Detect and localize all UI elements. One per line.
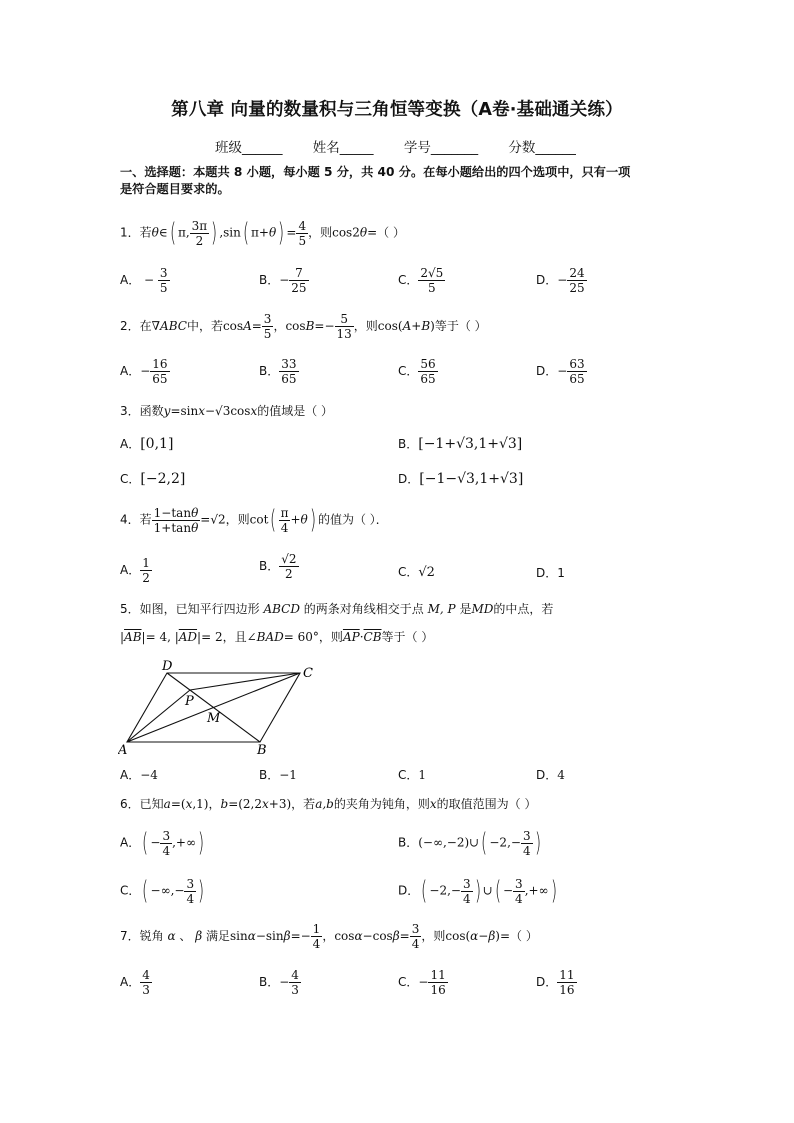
label-p: P xyxy=(185,694,194,709)
q7-option-c[interactable]: C．− $\frac{11}{16}$ xyxy=(398,968,446,997)
q1-option-d[interactable]: D．− $\frac{24}{25}$ xyxy=(536,266,585,295)
section-line-1: 一、选择题：本题共 8 小题，每小题 5 分，共 40 分。在每小题给出的四个选项中，只有一项 xyxy=(120,165,631,179)
label-m: M xyxy=(207,711,221,726)
q2-option-b[interactable]: B． $\frac{33}{65}$ xyxy=(259,357,297,386)
segment-pc xyxy=(190,673,300,690)
question-2: 2．在∇ABC中，若cosA= $\frac{3}{5}$ ，cosB=− $\frac{5}{13}$ ，则cos(A+B)等于（ ） xyxy=(120,312,487,341)
q6-option-a[interactable]: A．( − $\frac{3}{4}$ ,+∞) xyxy=(120,828,205,858)
q4-option-d[interactable]: D．1 xyxy=(536,566,565,580)
label-b: B xyxy=(257,743,267,758)
question-7: 7．锐角 α 、 β 满足sinα−sinβ=− $\frac{1}{4}$ ，cosα−cosβ= $\frac{3}{4}$ ，则cos(α−β)=（ ） xyxy=(120,922,538,951)
q5-option-b[interactable]: B．−1 xyxy=(259,768,297,782)
q2-option-d[interactable]: D．− $\frac{63}{65}$ xyxy=(536,357,585,386)
q3-option-b[interactable]: B．[−1+√3,1+√3] xyxy=(398,436,523,452)
id-field: 学号_______ xyxy=(403,140,479,156)
segment-ap xyxy=(127,690,190,742)
q7-option-d[interactable]: D． $\frac{11}{16}$ xyxy=(536,968,575,997)
q5-option-c[interactable]: C．1 xyxy=(398,768,427,782)
q4-option-a[interactable]: A． $\frac{1}{2}$ xyxy=(120,556,150,585)
question-3: 3．函数y=sinx−√3cosx的值域是（ ） xyxy=(120,404,334,418)
class-field: 班级______ xyxy=(215,140,283,156)
q2-option-a[interactable]: A．− $\frac{16}{65}$ xyxy=(120,357,168,386)
parallelogram-figure xyxy=(118,656,318,758)
page-title: 第八章 向量的数量积与三角恒等变换（A卷·基础通关练） xyxy=(171,100,623,120)
student-info xyxy=(215,136,602,156)
diagonal-bd xyxy=(167,673,260,742)
section-line-2: 是符合题目要求的。 xyxy=(120,182,230,196)
q3-option-d[interactable]: D．[−1−√3,1+√3] xyxy=(398,471,524,487)
q6-option-c[interactable]: C．( −∞,− $\frac{3}{4}$ ) xyxy=(120,876,205,906)
q4-option-c[interactable]: C．√2 xyxy=(398,565,435,580)
q3-option-a[interactable]: A．[0,1] xyxy=(120,436,174,452)
q5-option-d[interactable]: D．4 xyxy=(536,768,565,782)
label-d: D xyxy=(162,659,173,674)
q1-option-b[interactable]: B．− $\frac{7}{25}$ xyxy=(259,266,307,295)
q5-option-a[interactable]: A．−4 xyxy=(120,768,158,782)
score-field: 分数______ xyxy=(508,140,576,156)
q7-option-b[interactable]: B．− $\frac{4}{3}$ xyxy=(259,968,299,997)
label-a: A xyxy=(118,743,128,758)
q2-option-c[interactable]: C． $\frac{56}{65}$ xyxy=(398,357,436,386)
label-c: C xyxy=(303,666,313,681)
q4-option-b[interactable]: B． $\frac{√2}{2}$ xyxy=(259,552,297,581)
q1-option-a[interactable]: A． − $\frac{3}{5}$ xyxy=(120,266,168,295)
name-field: 姓名_____ xyxy=(312,140,374,156)
section-heading xyxy=(120,164,630,198)
question-5-line-2: $|\overline{AB}|= 4$, $|\overline{AD}|= 2$，且∠BAD= 60°，则$\overline{AP}\cdot\overline{CB}$等于（ ） xyxy=(120,630,434,644)
question-1: 1．若θ∈( π, $\frac{3\pi}{2}$ ) ,sin( π+θ) = $\frac{4}{5}$ ，则cos2θ=（ ） xyxy=(120,218,405,248)
q1-option-c[interactable]: C． $\frac{2√5}{5}$ xyxy=(398,266,444,295)
question-4: 4．若 $\frac{1-\tan\theta}{1+\tan\theta}$ =√2，则cot( $\frac{\pi}{4}$ +θ) 的值为（ ）． xyxy=(120,505,388,535)
q6-option-b[interactable]: B．(−∞,−2)∪( −2,− $\frac{3}{4}$ ) xyxy=(398,828,541,858)
question-6: 6．已知a=(x,1)，b=(2,2x+3)，若a,b的夹角为钝角，则x的取值范围为（ ） xyxy=(120,797,537,811)
q6-option-d[interactable]: D．( −2,− $\frac{3}{4}$ ) ∪( − $\frac{3}{4}$ ,+∞) xyxy=(398,876,557,906)
q3-option-c[interactable]: C．[−2,2] xyxy=(120,471,186,487)
question-5-line-1: 5．如图，已知平行四边形 ABCD 的两条对角线相交于点 M, P 是MD的中点，若 xyxy=(120,602,554,616)
q7-option-a[interactable]: A． $\frac{4}{3}$ xyxy=(120,968,150,997)
